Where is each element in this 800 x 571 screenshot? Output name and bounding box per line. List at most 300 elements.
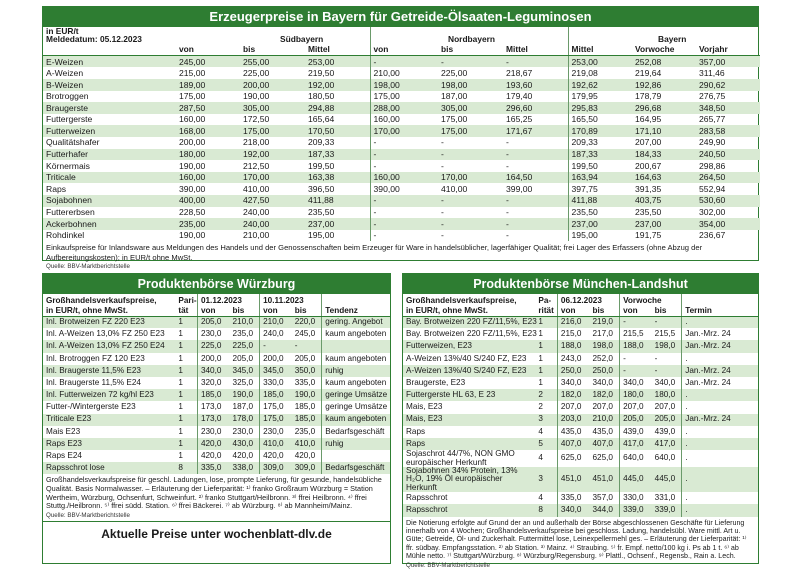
table-row [43, 365, 390, 377]
col-von: von [176, 44, 240, 56]
table-cell: 296,60 [503, 102, 568, 114]
row-label: Rohdinkel [46, 230, 85, 241]
table-cell: 218,00 [243, 137, 270, 148]
table-cell: 340,0 [197, 365, 229, 377]
table-cell: 171,67 [503, 125, 568, 137]
row-label: Inl. Braugerste 11,5% E24 [46, 377, 141, 387]
table-cell: 228,50 [179, 207, 206, 218]
table-cell: - [370, 137, 438, 149]
table-cell: 397,75 [568, 183, 632, 195]
mue-col-termin: Termin [682, 305, 758, 316]
table-cell: 294,88 [305, 102, 370, 114]
table-cell: 320,0 [197, 377, 229, 389]
table-cell: 417,0 [652, 438, 682, 450]
table-cell: 164,63 [632, 172, 696, 184]
table-cell: 160,00 [370, 114, 438, 126]
table-cell: 330,0 [620, 492, 652, 504]
table-cell: 253,00 [305, 56, 370, 68]
table-cell: kaum angeboten [322, 377, 390, 389]
col-mittel: Mittel [305, 44, 370, 56]
table-row [403, 389, 758, 401]
table-cell: 290,62 [696, 79, 760, 91]
wue-col-von: von [197, 305, 229, 316]
table-cell: 420,0 [294, 451, 316, 461]
mue-col-bis: bis [652, 305, 682, 316]
table-cell: 253,00 [568, 56, 632, 68]
table-cell: 205,0 [620, 414, 652, 426]
table-cell: 417,0 [620, 438, 652, 450]
group-suedbayern: Südbayern [280, 34, 324, 45]
table-cell: 357,0 [592, 493, 613, 503]
table-cell: - [438, 218, 503, 230]
unit-label: in EUR/t Meldedatum: 05.12.2023 [43, 27, 176, 44]
table-cell: kaum angeboten [322, 328, 390, 340]
table-cell: 219,64 [635, 67, 662, 78]
table-cell: 199,50 [568, 160, 632, 172]
table-cell: 1 [175, 365, 197, 377]
table-cell: 225,0 [230, 340, 260, 352]
table-cell: 185,0 [294, 402, 316, 412]
table-cell: 1 [178, 426, 183, 436]
mue-header-date1: 06.12.2023 [557, 294, 619, 305]
table-cell: 178,79 [635, 91, 662, 102]
table-cell: - [620, 365, 652, 377]
table-cell: 188,0 [557, 340, 589, 352]
row-label: Futterweizen [43, 125, 176, 137]
row-label: B-Weizen [43, 79, 176, 91]
table-cell: 205,0 [232, 353, 254, 363]
wuerzburg-note: Großhandelsverkaufspreise für geschl. Ladungen, lose, prompte Lieferung, für gesunde, handelsübliche Qualität. Basis Normalwasser. – Erläuterung der Lieferparität: ¹⁾ franko Großraum Würzburg = Station Wertheim, Würzburg, Ochsenfurt, Schweinfurt. ²⁾ franko Stuttgart/Heilbronn. ³⁾ ffrei Heilbronn. ⁴⁾ ffrei Stuttg./Heilbronn. ⁵⁾ ffrei südd. Station. ⁶⁾ ffrei Bäckerei. ⁷⁾ ab Würzburg. ⁸⁾ ab Mannheim/Mainz. [46, 475, 382, 511]
muenchen-source: Quelle: BBV-Marktberichtstelle [406, 561, 490, 569]
table-cell: 237,00 [305, 218, 370, 230]
table-cell: 640,0 [654, 453, 676, 463]
wue-col-von: von [260, 305, 292, 316]
table-cell: 302,00 [699, 207, 726, 218]
col-mittel: Mittel [503, 44, 568, 56]
erzeugerpreise-source: Quelle: BBV-Marktberichtstelle [46, 263, 130, 271]
table-cell: Bedarfsgeschäft [322, 426, 390, 438]
table-cell: 216,0 [557, 316, 589, 328]
row-label: Mais E23 [46, 426, 81, 436]
table-cell: 309,0 [292, 462, 322, 474]
table-cell: 435,0 [592, 426, 613, 436]
table-cell: 180,50 [308, 91, 335, 102]
table-cell: 219,08 [568, 67, 632, 79]
table-cell: 250,0 [557, 365, 589, 377]
mue-header-label1: Großhandelsverkaufspreise, [406, 295, 517, 305]
table-cell: 180,0 [652, 389, 682, 401]
table-cell: 198,00 [370, 79, 438, 91]
row-label: Inl. A-Weizen 13,0% FZ 250 E24 [43, 340, 175, 352]
table-cell: 185,0 [292, 414, 322, 426]
table-cell: 311,46 [699, 67, 725, 78]
table-row [43, 328, 390, 340]
table-cell: - [620, 316, 652, 328]
table-cell: 188,0 [620, 340, 652, 352]
table-cell: 345,0 [230, 365, 260, 377]
table-row [43, 438, 390, 450]
row-label: Futtererbsen [46, 207, 95, 218]
table-row [403, 414, 758, 426]
table-cell: 354,00 [696, 218, 760, 230]
table-cell: 390,00 [370, 183, 438, 195]
website-link[interactable]: Aktuelle Preise unter wochenblatt-dlv.de [43, 521, 390, 546]
table-cell: - [260, 340, 292, 352]
table-row [43, 149, 760, 161]
table-cell: . [682, 316, 758, 328]
table-cell: 420,0 [232, 451, 254, 461]
row-label: Inl. Braugerste 11,5% E23 [43, 365, 175, 377]
table-cell: 407,0 [589, 438, 619, 450]
table-cell: - [654, 353, 658, 363]
table-cell: - [506, 207, 509, 218]
table-cell: 339,0 [620, 504, 652, 516]
table-cell: 198,0 [652, 340, 682, 352]
table-cell: 190,0 [292, 389, 322, 401]
table-cell: 175,00 [441, 114, 468, 125]
wue-col-tendenz: Tendenz [322, 305, 390, 316]
row-label: Mais, E23 [403, 414, 535, 426]
table-cell: 230,0 [197, 426, 229, 438]
table-cell: 2 [535, 389, 557, 401]
table-cell: 237,00 [632, 218, 696, 230]
table-cell: . [682, 353, 758, 365]
table-cell: 430,0 [230, 438, 260, 450]
table-row [43, 183, 760, 195]
muenchen-table [403, 294, 758, 517]
col-von: von [370, 44, 438, 56]
table-row [43, 137, 760, 149]
table-cell: - [652, 365, 682, 377]
table-cell: 1 [175, 389, 197, 401]
table-cell: 340,0 [557, 504, 589, 516]
table-cell: 8 [535, 504, 557, 516]
mue-header-vorwoche: Vorwoche [620, 294, 682, 305]
row-label: Sojaschrot 44/7%, NON GMO europäischer Herkunft [406, 449, 515, 467]
table-row [403, 340, 758, 352]
table-cell: 207,0 [557, 401, 589, 413]
row-label: Ackerbohnen [43, 218, 176, 230]
table-cell: . [682, 426, 758, 438]
table-cell: 230,0 [197, 328, 229, 340]
table-cell: 3 [535, 467, 557, 492]
table-row [43, 160, 760, 172]
table-cell: 340,0 [592, 377, 613, 387]
table-row [403, 377, 758, 389]
table-cell: 236,67 [699, 230, 726, 241]
table-cell: 1 [538, 329, 543, 339]
table-cell: 184,33 [632, 149, 696, 161]
table-cell: 245,0 [294, 329, 316, 339]
row-label: Rapsschrot lose [43, 462, 175, 474]
table-cell: 215,00 [179, 67, 206, 78]
table-cell: - [370, 56, 438, 68]
table-cell: 252,0 [592, 353, 613, 363]
table-row [43, 353, 390, 365]
row-label: Braugerste, E23 [406, 377, 466, 387]
table-cell: 165,50 [568, 114, 632, 126]
table-cell: 215,0 [557, 328, 589, 340]
table-cell: 265,77 [699, 114, 726, 125]
row-label: Raps E23 [43, 438, 175, 450]
table-cell: 160,00 [370, 172, 438, 184]
row-label: Inl. Brotroggen FZ 120 E23 [46, 353, 145, 363]
table-cell: 212,50 [243, 160, 270, 171]
table-row [43, 67, 760, 79]
table-row [403, 450, 758, 467]
table-cell: 1 [175, 438, 197, 450]
table-cell: 207,0 [654, 402, 676, 412]
table-cell: 287,50 [176, 102, 240, 114]
table-cell: 207,0 [592, 402, 613, 412]
row-label: Bay. Brotweizen 220 FZ/11,5%, E23 [403, 316, 535, 328]
table-cell: - [438, 56, 503, 68]
table-cell: 410,00 [441, 183, 468, 194]
table-row [43, 230, 760, 242]
table-cell: 210,00 [370, 67, 438, 79]
table-cell: 403,75 [632, 195, 696, 207]
table-cell: . [682, 492, 758, 504]
table-cell: 187,33 [568, 149, 632, 161]
erzeugerpreise-table [43, 27, 760, 241]
table-cell: 4 [538, 493, 543, 503]
table-cell: 350,0 [292, 365, 322, 377]
table-cell: gering. Angebot [322, 316, 390, 328]
table-cell: 235,0 [294, 426, 316, 436]
table-cell: 190,00 [179, 230, 206, 241]
table-cell: 410,0 [260, 438, 292, 450]
row-label: Raps E24 [46, 451, 82, 461]
table-cell: 451,0 [557, 467, 589, 492]
wue-header-label1: Großhandelsverkaufspreise, [46, 295, 157, 305]
wuerzburg-table [43, 294, 390, 474]
table-cell: 175,00 [438, 125, 503, 137]
group-bayern: Bayern [658, 34, 687, 45]
table-cell: 339,0 [652, 504, 682, 516]
table-row [43, 91, 760, 103]
table-cell: 210,0 [589, 414, 619, 426]
row-label: A-Weizen [46, 67, 84, 78]
table-cell: 330,0 [260, 377, 292, 389]
table-cell: 192,00 [305, 79, 370, 91]
col-bis: bis [240, 44, 305, 56]
table-cell: 283,58 [696, 125, 760, 137]
table-cell: 1 [538, 377, 543, 387]
row-label: A-Weizen 13%/40 S/240 FZ, E23 [406, 353, 527, 363]
row-label: Inl. A-Weizen 13,0% FZ 250 E23 [46, 329, 165, 339]
table-cell: - [503, 218, 568, 230]
table-cell: - [441, 160, 444, 171]
table-cell: . [682, 504, 758, 516]
table-cell: . [682, 438, 758, 450]
table-row [43, 218, 760, 230]
row-label: Futterhafer [43, 149, 176, 161]
table-cell: - [503, 149, 568, 161]
row-label: Bay. Brotweizen 220 FZ/11,5%, E23 [406, 329, 537, 339]
table-cell: 237,00 [568, 218, 632, 230]
meldedatum: Meldedatum: 05.12.2023 [46, 34, 142, 45]
table-cell: 182,0 [589, 389, 619, 401]
table-cell: 207,00 [635, 137, 662, 148]
table-cell: 179,40 [506, 91, 533, 102]
table-cell: 340,0 [654, 377, 676, 387]
table-cell: 160,00 [176, 172, 240, 184]
row-label: Raps [406, 426, 426, 436]
mue-col-von: von [620, 305, 652, 316]
table-cell: 215,5 [654, 329, 676, 339]
table-cell: - [652, 316, 682, 328]
table-cell: 195,00 [568, 230, 632, 242]
table-cell: 335,0 [294, 377, 316, 387]
table-cell: 192,62 [568, 79, 632, 91]
table-cell: 168,00 [176, 125, 240, 137]
col-vorwoche: Vorwoche [632, 44, 696, 56]
table-cell: 439,0 [654, 426, 676, 436]
table-cell: - [438, 149, 503, 161]
table-cell: - [506, 160, 509, 171]
table-cell: ruhig [322, 438, 390, 450]
table-cell: 163,94 [568, 172, 632, 184]
table-cell: 192,00 [240, 149, 305, 161]
table-cell: 243,0 [557, 353, 589, 365]
table-cell: . [682, 401, 758, 413]
table-row [403, 401, 758, 413]
table-cell: geringe Umsätze [322, 389, 390, 401]
table-cell: 230,0 [260, 426, 292, 438]
table-cell: - [506, 137, 509, 148]
table-cell: . [682, 467, 758, 492]
table-row [43, 316, 390, 328]
table-cell: 1 [535, 316, 557, 328]
table-cell: 205,0 [197, 316, 229, 328]
wue-header-date2: 10.11.2023 [260, 294, 322, 305]
table-row [43, 56, 760, 68]
table-cell: 220,0 [292, 316, 322, 328]
table-cell: 199,50 [308, 160, 335, 171]
table-cell: 180,0 [620, 389, 652, 401]
table-row [403, 365, 758, 377]
table-cell: - [370, 149, 438, 161]
table-cell: 250,0 [589, 365, 619, 377]
table-cell: 296,68 [632, 102, 696, 114]
table-cell: 391,35 [635, 183, 662, 194]
table-cell: 305,00 [438, 102, 503, 114]
table-cell: 276,75 [699, 91, 726, 102]
table-cell: 170,00 [240, 172, 305, 184]
table-cell: 530,60 [696, 195, 760, 207]
table-cell: 192,86 [632, 79, 696, 91]
table-cell: 445,0 [652, 467, 682, 492]
table-cell: 170,00 [438, 172, 503, 184]
table-cell: geringe Umsätze [322, 401, 390, 413]
table-row [43, 389, 390, 401]
table-cell: 217,0 [592, 329, 613, 339]
row-label: Inl. Brotweizen FZ 220 E23 [43, 316, 175, 328]
row-label: A-Weizen 13%/40 S/240 FZ, E23 [403, 365, 535, 377]
table-cell: 1 [178, 402, 183, 412]
table-cell: 210,00 [243, 230, 270, 241]
table-cell: 1 [175, 316, 197, 328]
table-cell: 305,00 [240, 102, 305, 114]
table-cell: 295,83 [568, 102, 632, 114]
table-cell: 390,00 [179, 183, 206, 194]
table-cell: 173,0 [197, 401, 229, 413]
table-cell: 198,00 [438, 79, 503, 91]
table-row [403, 426, 758, 438]
wuerzburg-title: Produktenbörse Würzburg [43, 274, 390, 294]
table-cell: 178,0 [230, 414, 260, 426]
table-cell: 209,33 [568, 137, 632, 149]
row-label: Rapsschrot [406, 493, 448, 503]
table-cell: 252,08 [632, 56, 696, 68]
group-nordbayern: Nordbayern [448, 34, 496, 45]
table-cell: 264,50 [696, 172, 760, 184]
table-cell: 190,00 [179, 160, 206, 171]
table-cell: 249,90 [699, 137, 726, 148]
table-cell: 4 [538, 426, 543, 436]
wue-header-paritaet: Pari- [178, 295, 197, 305]
table-cell: 235,50 [308, 207, 335, 218]
table-cell: 187,00 [441, 91, 468, 102]
table-cell: 1 [175, 340, 197, 352]
erzeugerpreise-panel [42, 6, 759, 271]
table-cell: 439,0 [620, 426, 652, 438]
table-cell: 185,0 [197, 389, 229, 401]
table-cell: 1 [538, 353, 543, 363]
table-cell: 203,0 [557, 414, 589, 426]
table-cell: 200,00 [179, 137, 206, 148]
table-cell: ruhig [322, 365, 390, 377]
table-row [43, 102, 760, 114]
table-cell: 240,00 [243, 207, 270, 218]
table-cell: - [292, 340, 322, 352]
table-cell: 240,00 [240, 218, 305, 230]
table-cell: 200,67 [635, 160, 662, 171]
table-cell: 420,0 [197, 450, 229, 462]
table-row [403, 328, 758, 340]
table-cell: 235,50 [568, 207, 632, 219]
table-cell: 179,95 [568, 91, 632, 103]
table-cell: 1 [175, 414, 197, 426]
table-cell: 340,0 [620, 377, 652, 389]
table-cell: 205,0 [652, 414, 682, 426]
table-cell: 215,5 [620, 328, 652, 340]
table-cell: 170,50 [305, 125, 370, 137]
table-cell: - [506, 230, 509, 241]
table-cell: 165,25 [506, 114, 533, 125]
table-cell: 5 [535, 438, 557, 450]
table-cell: 3 [535, 414, 557, 426]
table-cell: 1 [178, 329, 183, 339]
table-cell: 2 [538, 402, 543, 412]
table-cell: Jan.-Mrz. 24 [682, 377, 758, 389]
row-label: Rapsschrot [403, 504, 535, 516]
table-cell: - [438, 195, 503, 207]
table-cell: 195,00 [308, 230, 335, 241]
table-cell: 171,10 [632, 125, 696, 137]
table-cell: 245,00 [176, 56, 240, 68]
table-cell: 170,89 [568, 125, 632, 137]
table-cell: 4 [538, 453, 543, 463]
col-vorjahr: Vorjahr [696, 44, 760, 56]
table-row [43, 207, 760, 219]
wue-col-bis: bis [292, 305, 322, 316]
table-cell: 400,00 [176, 195, 240, 207]
table-row [43, 414, 390, 426]
row-label: Raps [403, 438, 535, 450]
wuerzburg-panel [42, 273, 391, 564]
table-cell: 164,50 [503, 172, 568, 184]
